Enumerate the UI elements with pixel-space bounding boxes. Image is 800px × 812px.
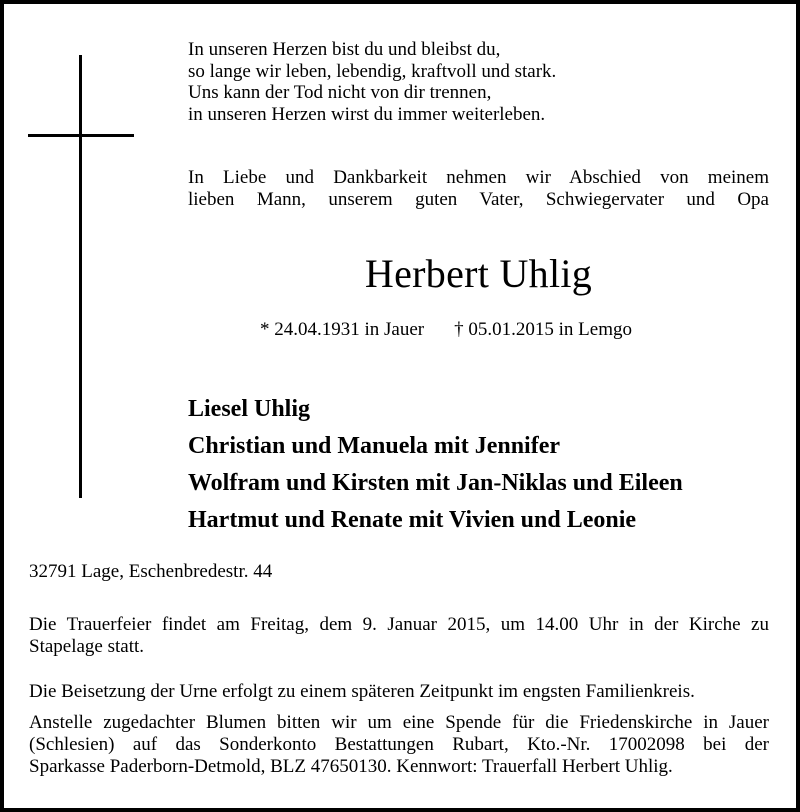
intro-line: In Liebe und Dankbarkeit nehmen wir Abschied von meinem bbox=[188, 167, 769, 188]
funeral-notice bbox=[29, 614, 769, 658]
funeral-line: Die Trauerfeier findet am Freitag, dem 9. Januar 2015, um 14.00 Uhr in der Kirche zu bbox=[29, 614, 769, 635]
donation-notice bbox=[29, 712, 769, 778]
poem-line: in unseren Herzen wirst du immer weiterleben. bbox=[188, 103, 546, 125]
burial-line: Die Beisetzung der Urne erfolgt zu einem späteren Zeitpunkt im engsten Familienkreis. bbox=[29, 681, 695, 702]
poem-line: In unseren Herzen bist du und bleibst du, bbox=[188, 39, 501, 60]
cross-icon-bar bbox=[28, 134, 134, 137]
burial-notice bbox=[29, 681, 769, 703]
family-list bbox=[188, 391, 683, 539]
address: 32791 Lage, Eschenbredestr. 44 bbox=[29, 561, 273, 582]
death-date: † 05.01.2015 in Lemgo bbox=[454, 319, 632, 340]
intro-line: lieben Mann, unserem guten Vater, Schwiegervater und Opa bbox=[188, 189, 769, 210]
donation-line: (Schlesien) auf das Sonderkonto Bestattungen Rubart, Kto.-Nr. 17002098 bei der bbox=[29, 734, 769, 755]
donation-line: Anstelle zugedachter Blumen bitten wir um eine Spende für die Friedenskirche in Jauer bbox=[29, 712, 769, 733]
funeral-line: Stapelage statt. bbox=[29, 636, 145, 657]
family-member: Christian und Manuela mit Jennifer bbox=[188, 433, 561, 459]
deceased-name: Herbert Uhlig bbox=[364, 251, 593, 296]
poem bbox=[188, 39, 556, 125]
poem-line: so lange wir leben, lebendig, kraftvoll und stark. bbox=[188, 60, 557, 82]
poem-line: Uns kann der Tod nicht von dir trennen, bbox=[188, 82, 492, 103]
intro-text bbox=[188, 167, 769, 211]
family-member: Liesel Uhlig bbox=[188, 396, 311, 422]
donation-line: Sparkasse Paderborn-Detmold, BLZ 47650130. Kennwort: Trauerfall Herbert Uhlig. bbox=[29, 756, 673, 777]
life-dates bbox=[260, 318, 632, 342]
birth-date: * 24.04.1931 in Jauer bbox=[260, 319, 425, 340]
family-member: Hartmut und Renate mit Vivien und Leonie bbox=[188, 507, 637, 533]
cross-icon bbox=[79, 55, 82, 498]
family-member: Wolfram und Kirsten mit Jan-Niklas und Eileen bbox=[188, 470, 683, 496]
